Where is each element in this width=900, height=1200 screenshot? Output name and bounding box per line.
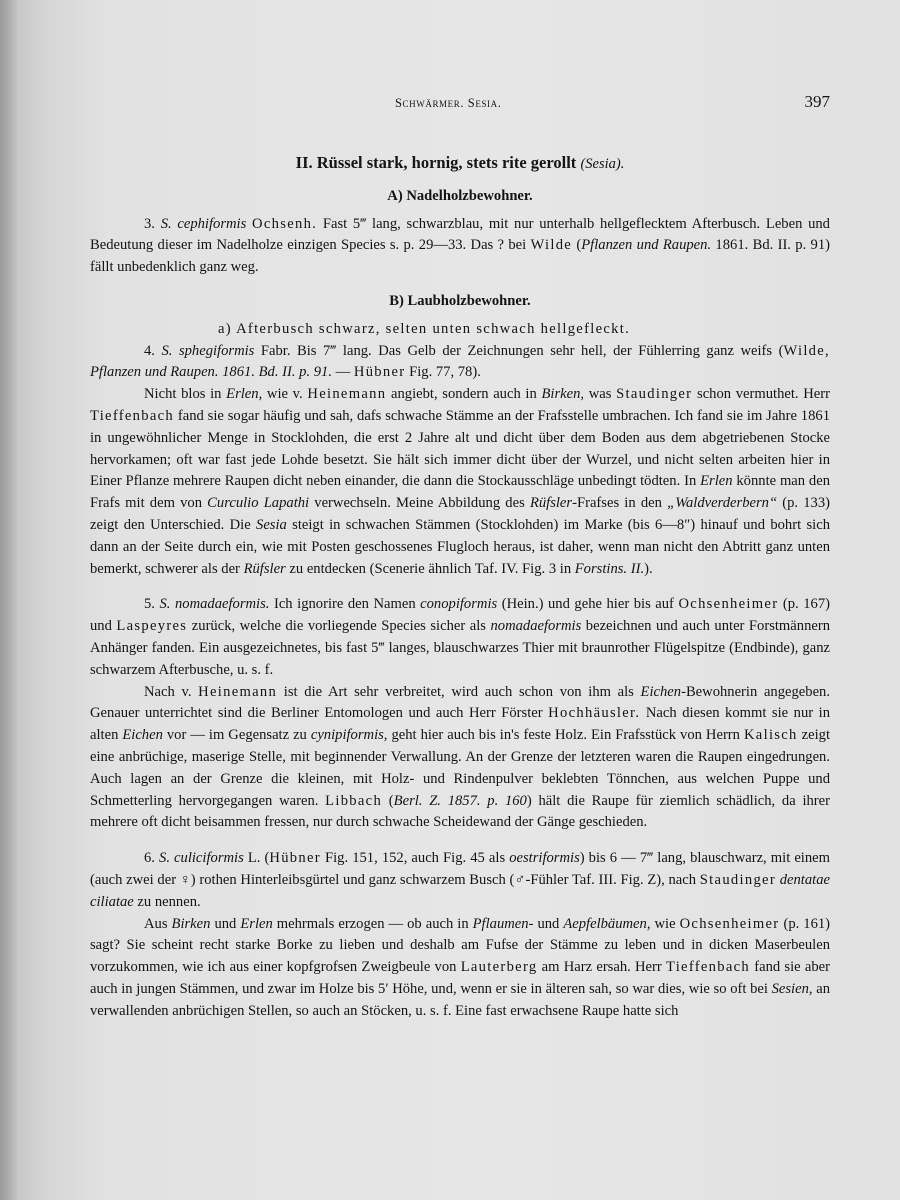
italic-term: cynipiformis, bbox=[310, 727, 388, 744]
entry-number: 5. bbox=[144, 596, 155, 613]
running-head: Schwärmer. Sesia. bbox=[395, 96, 502, 110]
entry-text: steigt in schwachen Stämmen (Stocklohden) im Marke (bis 6—8″) hinauf und bohrt sich dann an der Seite durch ein, wie mit Posten geschossenes Flugloch heraus, ist daher, wenn man nicht den Abtritt ganz unten bemerkt, schwerer als der bbox=[90, 516, 830, 577]
author-name: Lauterberg bbox=[460, 959, 538, 976]
entry-text: wie v. bbox=[262, 386, 308, 403]
reference: Pflanzen und Raupen. 1861. Bd. II. p. 91. bbox=[90, 364, 332, 381]
italic-term: Erlen bbox=[700, 473, 733, 490]
italic-term: Sesia bbox=[256, 516, 287, 533]
italic-term: Aepfelbäumen, bbox=[563, 915, 651, 932]
entry-number: 3. bbox=[144, 215, 155, 232]
entry-text: Fabr. Bis 7‴ lang. Das Gelb der Zeichnungen sehr hell, der Fühlerring ganz weifs ( bbox=[254, 342, 784, 359]
entry-4-paragraph-2 bbox=[90, 384, 830, 580]
entry-text: schon vermuthet. Herr bbox=[692, 386, 830, 403]
species-name: S. sphegiformis bbox=[161, 342, 255, 359]
section-title-text: II. Rüssel stark, hornig, stets rite gerollt bbox=[295, 153, 577, 172]
entry-text: zeigt eine anbrüchige, maserige Stelle, mit beginnender Verwallung. An der Grenze der letzteren waren die Raupen eingedrungen. Auch lagen an der Grenze die kleinen, mit Holz- und Rindenpulver beklebten Tönnchen, aus welchen Puppe und Schmetterling hervorgegangen waren. bbox=[90, 727, 831, 809]
entry-text: -Bewohnerin angegeben. Genauer unterrichtet sind die Berliner Entomologen und auch Herr Förster bbox=[90, 683, 830, 722]
binding-shadow bbox=[0, 0, 18, 1200]
author-name: Ochsenh. bbox=[252, 215, 318, 232]
page-header bbox=[90, 92, 830, 116]
author-name: Heinemann bbox=[307, 386, 387, 403]
entry-3 bbox=[90, 214, 830, 279]
entry-text: ) hält die Raupe für ziemlich schädlich, da ihrer mehrere oft dicht beisammen fressen, nur durch schwache Scheidewand der Gänge geschieden. bbox=[90, 792, 830, 831]
author-name: Tieffenbach bbox=[666, 959, 751, 976]
entry-text: ist die Art sehr verbreitet, wird auch schon von ihm als bbox=[277, 683, 641, 700]
entry-5 bbox=[90, 594, 830, 681]
subsection-b-title: B) Laubholzbewohner. bbox=[389, 292, 531, 309]
entry-text: Nicht blos in bbox=[144, 386, 227, 403]
author-name: Hübner bbox=[353, 364, 406, 381]
entry-text: zu entdecken (Scenerie ähnlich Taf. IV. Fig. 3 in bbox=[285, 560, 575, 577]
entry-text: mehrmals erzogen — ob auch in bbox=[272, 915, 473, 932]
italic-term: Rüfsler bbox=[529, 495, 573, 512]
italic-term: Curculio Lapathi bbox=[207, 495, 310, 512]
entry-text: 1861. Bd. II. p. 91) fällt unbedenklich ganz weg. bbox=[90, 237, 830, 276]
author-name: Laspeyres bbox=[116, 618, 188, 635]
entry-text: angiebt, sondern auch in bbox=[386, 386, 542, 403]
italic-term: dentatae ciliatae bbox=[90, 871, 830, 910]
entry-text: geht hier auch bis in's feste Holz. Ein Frafsstück von Herrn bbox=[387, 727, 744, 744]
entry-text: Aus bbox=[144, 915, 172, 932]
italic-term: Rüfsler bbox=[243, 560, 286, 577]
italic-term: nomadaeformis bbox=[490, 618, 582, 635]
author-name: Libbach bbox=[325, 792, 383, 809]
entry-6 bbox=[90, 848, 830, 913]
entry-text: fand sie aber auch in jungen Stämmen, und zwar im Holze bis 5′ Höhe, und, wenn er sie in älteren sah, so war dies, wie so oft bei bbox=[90, 959, 830, 997]
entry-text: wie bbox=[650, 915, 680, 932]
entry-text: verwechseln. Meine Abbildung des bbox=[309, 495, 530, 512]
entry-6-paragraph-2 bbox=[90, 914, 830, 1023]
entry-text: Ich ignorire den Namen bbox=[269, 596, 421, 613]
italic-term: „Waldverderbern“ bbox=[667, 495, 778, 512]
italic-term: oestriformis bbox=[509, 850, 580, 867]
entry-text: L. ( bbox=[243, 850, 270, 867]
author-name: Ochsenheimer bbox=[678, 596, 779, 613]
subsection-a-title: A) Nadelholzbewohner. bbox=[387, 187, 533, 204]
page-number: 397 bbox=[804, 92, 830, 111]
entry-5-paragraph-2 bbox=[90, 682, 830, 835]
entry-text: was bbox=[584, 386, 617, 403]
entry-text: ( bbox=[572, 237, 582, 254]
species-name: S. nomadaeformis. bbox=[159, 596, 270, 613]
entry-text: an verwallenden anbrüchigen Stellen, so auch an Stöcken, u. s. f. Eine fast erwachsene Raupe hatte sich bbox=[90, 980, 830, 1019]
entry-text: Nach diesen kommt sie nur in alten bbox=[90, 705, 830, 744]
entry-text: -Frafses in den bbox=[572, 495, 668, 512]
italic-term: Eichen bbox=[640, 683, 682, 700]
author-name: Staudinger bbox=[699, 871, 776, 888]
entry-text: am Harz ersah. Herr bbox=[537, 959, 666, 976]
italic-term: Eichen bbox=[122, 727, 163, 744]
entry-text: ( bbox=[382, 792, 394, 809]
entry-text: (p. 133) zeigt den Unterschied. Die bbox=[90, 495, 830, 533]
italic-term: Erlen, bbox=[226, 386, 263, 403]
entry-text: (p. 161) sagt? Sie scheint recht starke Borke zu lieben und deshalb am Fufse der Stämme zu leben und in dicken Maserbeulen vorzukommen, wie ich aus einer kopfgrofsen Zweigbeule von bbox=[90, 915, 831, 976]
italic-term: Forstins. II. bbox=[574, 560, 645, 577]
entry-text: vor — im Gegensatz zu bbox=[162, 727, 311, 744]
entry-text: ). bbox=[644, 560, 653, 577]
entry-text: zurück, welche die vorliegende Species sicher als bbox=[187, 618, 491, 635]
entry-text: und bbox=[210, 915, 241, 932]
entry-4 bbox=[90, 341, 830, 385]
entry-text: und bbox=[533, 915, 564, 932]
entry-text: zu nennen. bbox=[133, 893, 201, 910]
entry-text: bezeichnen und auch unter Forstmännern Anhänger fanden. Ein ausgezeichnetes, bis fast 5‴ langes, blauschwarzes Thier mit braunrother Flügelspitze (Endbinde), ganz schwarzem Afterbusche, u. s. f. bbox=[90, 618, 830, 678]
author-name: Ochsenheimer bbox=[679, 915, 780, 932]
entry-text: (p. 167) und bbox=[90, 596, 830, 635]
author-name: Staudinger bbox=[616, 386, 693, 403]
section-title bbox=[90, 152, 830, 176]
entry-text: ) bis 6 — 7‴ lang, blauschwarz, mit einem (auch zwei der ♀) rothen Hinterleibsgürtel und ganz schwarzem Busch (♂-Fühler Taf. III. Fig. Z), nach bbox=[90, 850, 830, 888]
italic-term: Birken bbox=[171, 915, 211, 932]
italic-term: conopiformis bbox=[420, 596, 498, 613]
author-name: Tieffenbach bbox=[90, 407, 175, 424]
reference: Pflanzen und Raupen. bbox=[581, 237, 712, 254]
author-name: Kalisch bbox=[743, 727, 798, 744]
entry-text: könnte man den Frafs mit dem von bbox=[90, 473, 830, 512]
entry-text: Nach v. bbox=[144, 683, 199, 700]
italic-term: Berl. Z. 1857. p. 160 bbox=[393, 792, 527, 809]
author-name: Hübner bbox=[269, 850, 321, 867]
entry-text: (Hein.) und gehe hier bis auf bbox=[497, 596, 679, 613]
section-title-note: (Sesia). bbox=[580, 156, 625, 172]
entry-text: Fig. 151, 152, auch Fig. 45 als bbox=[320, 850, 510, 867]
italic-term: Erlen bbox=[240, 915, 273, 932]
author-name: Wilde bbox=[530, 237, 573, 254]
entry-number: 4. bbox=[144, 342, 155, 359]
group-heading: a) Afterbusch schwarz, selten unten schwach hellgefleckt. bbox=[218, 320, 631, 337]
page-body bbox=[90, 150, 830, 1022]
author-name: Wilde, bbox=[783, 342, 830, 359]
entry-text: Fig. 77, 78). bbox=[405, 364, 481, 381]
entry-text: fand sie sogar häufig und sah, dafs schwache Stämme an der Frafsstelle umbrachen. Ich fand sie im Jahre 1861 in ungewöhnlicher Menge in Stocklohden, die erst 2 Jahre alt und dicht über dem Boden aus dem abgetriebenen Stocke hervorkamen; oft war fast jede Lohde besetzt. Sie hält sich immer dicht über der Wurzel, und nicht selten arbeiten hier in Einer Pflanze mehrere Raupen dicht neben einander, die dann die Stockausschläge unbedingt tödten. In bbox=[90, 407, 830, 490]
entry-text: Fast 5‴ lang, schwarzblau, mit nur unterhalb hellgeflecktem Afterbusch. Leben und Bedeutung dieser im Nadelholze einzigen Species s. p. 29—33. Das ? bei bbox=[90, 215, 830, 254]
entry-number: 6. bbox=[144, 850, 155, 867]
species-name: S. culiciformis bbox=[159, 850, 244, 867]
author-name: Hochhäusler. bbox=[548, 705, 641, 722]
italic-term: Sesien, bbox=[771, 980, 813, 997]
italic-term: Pflaumen- bbox=[472, 915, 534, 932]
entry-text: — bbox=[331, 364, 354, 381]
italic-term: Birken, bbox=[541, 386, 585, 403]
species-name: S. cephiformis bbox=[160, 215, 247, 232]
author-name: Heinemann bbox=[198, 683, 278, 700]
